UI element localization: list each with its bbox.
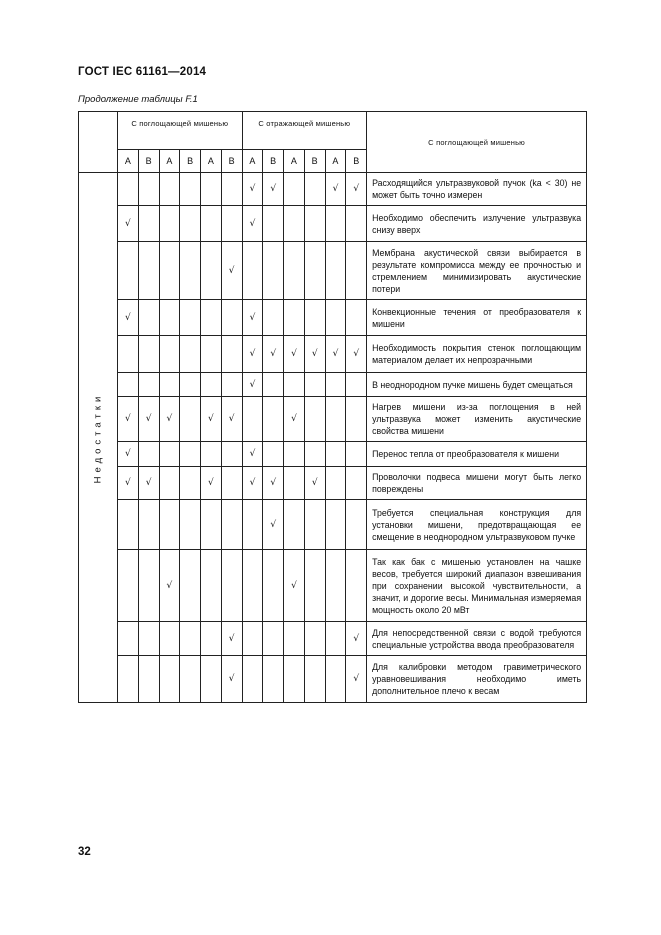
row-description: Перенос тепла от преобразователя к мишени	[367, 442, 587, 467]
empty-cell	[346, 467, 367, 500]
row-description: Мембрана акустической связи выбирается в результате компромисса между ее прочностью и стремлением минимизировать акустические потери	[367, 242, 587, 300]
empty-cell	[304, 500, 325, 550]
empty-cell	[346, 373, 367, 397]
empty-cell	[242, 500, 263, 550]
check-mark-cell: √	[242, 206, 263, 242]
column-label-10: B	[304, 150, 325, 173]
empty-cell	[325, 206, 346, 242]
check-mark-cell: √	[159, 397, 180, 442]
table-row	[79, 373, 587, 397]
empty-cell	[221, 500, 242, 550]
check-mark-cell: √	[118, 442, 139, 467]
empty-cell	[242, 622, 263, 656]
empty-cell	[304, 206, 325, 242]
empty-cell	[159, 173, 180, 206]
check-mark-cell: √	[242, 300, 263, 336]
empty-cell	[304, 622, 325, 656]
empty-cell	[284, 373, 305, 397]
check-mark-cell: √	[263, 467, 284, 500]
empty-cell	[221, 373, 242, 397]
empty-cell	[263, 397, 284, 442]
check-mark-cell: √	[346, 173, 367, 206]
empty-cell	[325, 442, 346, 467]
table-row	[79, 656, 587, 703]
empty-cell	[284, 442, 305, 467]
header-row-groups	[79, 112, 587, 150]
column-label-2: B	[138, 150, 159, 173]
check-mark-cell: √	[242, 373, 263, 397]
page-number: 32	[78, 846, 91, 858]
empty-cell	[159, 206, 180, 242]
empty-cell	[180, 242, 201, 300]
header-group-reflecting: С отражающей мишенью	[242, 112, 367, 150]
check-mark-cell: √	[201, 467, 222, 500]
empty-cell	[325, 242, 346, 300]
empty-cell	[180, 397, 201, 442]
empty-cell	[263, 442, 284, 467]
empty-cell	[138, 206, 159, 242]
check-mark-cell: √	[325, 336, 346, 373]
table-row	[79, 242, 587, 300]
check-mark-cell: √	[304, 336, 325, 373]
table-row	[79, 550, 587, 622]
empty-cell	[201, 206, 222, 242]
empty-cell	[118, 173, 139, 206]
empty-cell	[304, 300, 325, 336]
empty-cell	[346, 206, 367, 242]
empty-cell	[325, 300, 346, 336]
empty-cell	[159, 622, 180, 656]
check-mark-cell: √	[346, 336, 367, 373]
empty-cell	[159, 300, 180, 336]
empty-cell	[180, 373, 201, 397]
row-description: Необходимо обеспечить излучение ультразвука снизу вверх	[367, 206, 587, 242]
check-mark-cell: √	[284, 397, 305, 442]
empty-cell	[263, 550, 284, 622]
empty-cell	[201, 622, 222, 656]
empty-cell	[118, 242, 139, 300]
table-row	[79, 173, 587, 206]
empty-cell	[159, 373, 180, 397]
check-mark-cell: √	[221, 397, 242, 442]
empty-cell	[263, 300, 284, 336]
column-label-6: B	[221, 150, 242, 173]
table-row	[79, 467, 587, 500]
empty-cell	[221, 442, 242, 467]
empty-cell	[263, 656, 284, 703]
row-description: Нагрев мишени из-за поглощения в ней ультразвука может изменить акустические свойства мишени	[367, 397, 587, 442]
check-mark-cell: √	[118, 300, 139, 336]
table-row	[79, 500, 587, 550]
empty-cell	[201, 656, 222, 703]
table-caption: Продолжение таблицы F.1	[78, 94, 198, 105]
column-label-1: A	[118, 150, 139, 173]
column-label-3: A	[159, 150, 180, 173]
column-label-8: B	[263, 150, 284, 173]
empty-cell	[242, 242, 263, 300]
empty-cell	[304, 550, 325, 622]
check-mark-cell: √	[325, 173, 346, 206]
empty-cell	[138, 173, 159, 206]
empty-cell	[201, 550, 222, 622]
column-label-5: A	[201, 150, 222, 173]
empty-cell	[263, 206, 284, 242]
empty-cell	[304, 242, 325, 300]
empty-cell	[118, 550, 139, 622]
empty-cell	[221, 300, 242, 336]
empty-cell	[346, 500, 367, 550]
empty-cell	[159, 336, 180, 373]
column-label-9: A	[284, 150, 305, 173]
empty-cell	[138, 622, 159, 656]
check-mark-cell: √	[118, 206, 139, 242]
empty-cell	[263, 242, 284, 300]
empty-cell	[284, 622, 305, 656]
row-description: Так как бак с мишенью установлен на чашке весов, требуется широкий диапазон взвешивания при сохранении высокой чувствительности, а значит, и дорогие весы. Минимальная измеряемая мощность около 20 мВт	[367, 550, 587, 622]
empty-cell	[138, 300, 159, 336]
empty-cell	[221, 206, 242, 242]
check-mark-cell: √	[159, 550, 180, 622]
empty-cell	[180, 500, 201, 550]
check-mark-cell: √	[263, 500, 284, 550]
table-row	[79, 442, 587, 467]
empty-cell	[284, 500, 305, 550]
empty-cell	[201, 442, 222, 467]
table-row	[79, 300, 587, 336]
check-mark-cell: √	[201, 397, 222, 442]
empty-cell	[138, 500, 159, 550]
check-mark-cell: √	[118, 397, 139, 442]
table-row	[79, 336, 587, 373]
empty-cell	[201, 173, 222, 206]
column-label-7: A	[242, 150, 263, 173]
empty-cell	[159, 442, 180, 467]
empty-cell	[201, 373, 222, 397]
empty-cell	[221, 467, 242, 500]
check-mark-cell: √	[118, 467, 139, 500]
header-group-absorbing-right: С поглощающей мишенью	[367, 112, 587, 173]
empty-cell	[180, 622, 201, 656]
check-mark-cell: √	[138, 397, 159, 442]
empty-cell	[118, 373, 139, 397]
check-mark-cell: √	[221, 242, 242, 300]
row-description: Расходящийся ультразвуковой пучок (ka < 30) не может быть точно измерен	[367, 173, 587, 206]
empty-cell	[159, 656, 180, 703]
empty-cell	[138, 336, 159, 373]
empty-cell	[263, 373, 284, 397]
document-title: ГОСТ IEC 61161—2014	[78, 66, 207, 78]
empty-cell	[138, 373, 159, 397]
row-description: В неоднородном пучке мишень будет смещаться	[367, 373, 587, 397]
row-description: Требуется специальная конструкция для установки мишени, предотвращающая ее смещение в неоднородном ультразвуковом пучке	[367, 500, 587, 550]
empty-cell	[346, 442, 367, 467]
empty-cell	[284, 242, 305, 300]
empty-cell	[325, 656, 346, 703]
empty-cell	[284, 173, 305, 206]
check-mark-cell: √	[221, 622, 242, 656]
empty-cell	[180, 442, 201, 467]
empty-cell	[325, 622, 346, 656]
check-mark-cell: √	[284, 336, 305, 373]
check-mark-cell: √	[242, 467, 263, 500]
check-mark-cell: √	[346, 656, 367, 703]
empty-cell	[263, 622, 284, 656]
check-mark-cell: √	[304, 467, 325, 500]
side-label: Недостатки	[92, 392, 104, 483]
empty-cell	[304, 397, 325, 442]
empty-cell	[118, 656, 139, 703]
empty-cell	[138, 242, 159, 300]
table-body	[79, 173, 587, 703]
empty-cell	[180, 336, 201, 373]
empty-cell	[242, 397, 263, 442]
empty-cell	[284, 300, 305, 336]
comparison-table	[78, 111, 587, 703]
row-description: Конвекционные течения от преобразователя к мишени	[367, 300, 587, 336]
empty-cell	[325, 500, 346, 550]
empty-cell	[325, 467, 346, 500]
table-row	[79, 397, 587, 442]
empty-cell	[304, 373, 325, 397]
empty-cell	[201, 242, 222, 300]
empty-cell	[346, 300, 367, 336]
empty-cell	[242, 550, 263, 622]
header-corner-cell	[79, 112, 118, 173]
check-mark-cell: √	[242, 173, 263, 206]
check-mark-cell: √	[221, 656, 242, 703]
empty-cell	[118, 500, 139, 550]
empty-cell	[346, 550, 367, 622]
empty-cell	[180, 550, 201, 622]
empty-cell	[180, 300, 201, 336]
row-description: Необходимость покрытия стенок поглощающим материалом делает их непрозрачными	[367, 336, 587, 373]
empty-cell	[201, 500, 222, 550]
empty-cell	[138, 656, 159, 703]
row-description: Для непосредственной связи с водой требуются специальные устройства ввода преобразователя	[367, 622, 587, 656]
empty-cell	[304, 656, 325, 703]
empty-cell	[138, 442, 159, 467]
empty-cell	[180, 206, 201, 242]
check-mark-cell: √	[138, 467, 159, 500]
empty-cell	[221, 336, 242, 373]
check-mark-cell: √	[263, 173, 284, 206]
empty-cell	[180, 173, 201, 206]
check-mark-cell: √	[263, 336, 284, 373]
empty-cell	[304, 173, 325, 206]
empty-cell	[118, 622, 139, 656]
side-label-cell	[79, 173, 118, 703]
empty-cell	[201, 336, 222, 373]
table-row	[79, 622, 587, 656]
header-group-absorbing: С поглощающей мишенью	[118, 112, 243, 150]
empty-cell	[304, 442, 325, 467]
empty-cell	[284, 467, 305, 500]
row-description: Проволочки подвеса мишени могут быть легко повреждены	[367, 467, 587, 500]
empty-cell	[284, 206, 305, 242]
column-label-12: B	[346, 150, 367, 173]
empty-cell	[346, 397, 367, 442]
empty-cell	[118, 336, 139, 373]
empty-cell	[325, 373, 346, 397]
check-mark-cell: √	[346, 622, 367, 656]
empty-cell	[325, 397, 346, 442]
empty-cell	[159, 467, 180, 500]
table-row	[79, 206, 587, 242]
empty-cell	[221, 173, 242, 206]
check-mark-cell: √	[242, 336, 263, 373]
empty-cell	[138, 550, 159, 622]
check-mark-cell: √	[242, 442, 263, 467]
empty-cell	[325, 550, 346, 622]
empty-cell	[201, 300, 222, 336]
empty-cell	[180, 656, 201, 703]
column-label-11: A	[325, 150, 346, 173]
empty-cell	[159, 500, 180, 550]
check-mark-cell: √	[284, 550, 305, 622]
empty-cell	[346, 242, 367, 300]
empty-cell	[242, 656, 263, 703]
empty-cell	[159, 242, 180, 300]
row-description: Для калибровки методом гравиметрического уравновешивания необходимо иметь дополнительное плечо к весам	[367, 656, 587, 703]
empty-cell	[284, 656, 305, 703]
empty-cell	[180, 467, 201, 500]
empty-cell	[221, 550, 242, 622]
column-label-4: B	[180, 150, 201, 173]
